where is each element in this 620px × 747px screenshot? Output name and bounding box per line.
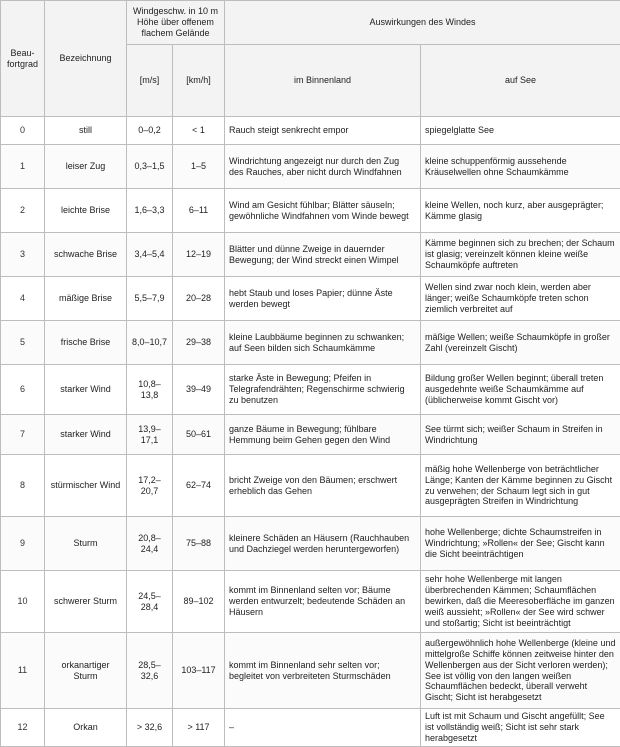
- table-row: [1, 455, 620, 517]
- cell-grade: 2: [1, 189, 45, 233]
- cell-sea: sehr hohe Wellenberge mit langen überbrechenden Kämmen; Schaumflächen bewirken, daß die Meeresoberfläche im ganzen weiß aussieht; »Rollen« der See wird schwer und stoßartig; Sicht ist beeinträchtigt: [421, 571, 620, 633]
- cell-grade: 8: [1, 455, 45, 517]
- cell-name: mäßige Brise: [45, 277, 127, 321]
- cell-name: leiser Zug: [45, 145, 127, 189]
- cell-inland: Windrichtung angezeigt nur durch den Zug des Rauches, aber nicht durch Windfahnen: [225, 145, 421, 189]
- cell-ms: > 32,6: [127, 709, 173, 747]
- header-unit-kmh: [km/h]: [173, 45, 225, 117]
- cell-sea: außergewöhnlich hohe Wellenberge (kleine und mittelgroße Schiffe können zeitweise hinter den Wellenbergen aus der Sicht verloren werden); See ist völlig von den langen weißen Schaumflächen bedeckt, überall verweht Gischt; Sicht ist herabgesetzt: [421, 633, 620, 709]
- cell-grade: 1: [1, 145, 45, 189]
- cell-name: schwache Brise: [45, 233, 127, 277]
- cell-ms: 3,4–5,4: [127, 233, 173, 277]
- cell-kmh: 89–102: [173, 571, 225, 633]
- cell-grade: 0: [1, 117, 45, 145]
- cell-kmh: 39–49: [173, 365, 225, 415]
- cell-inland: kleinere Schäden an Häusern (Rauchhauben und Dachziegel werden heruntergeworfen): [225, 517, 421, 571]
- table-row: [1, 233, 620, 277]
- cell-inland: Wind am Gesicht fühlbar; Blätter säuseln; gewöhnliche Windfahnen vom Winde bewegt: [225, 189, 421, 233]
- cell-ms: 24,5–28,4: [127, 571, 173, 633]
- header-wind-speed: Windgeschw. in 10 m Höhe über offenem flachem Gelände: [127, 1, 225, 45]
- cell-sea: Kämme beginnen sich zu brechen; der Schaum ist glasig; vereinzelt können kleine weiße Schaumköpfe auftreten: [421, 233, 620, 277]
- header-sea: auf See: [421, 45, 620, 117]
- cell-grade: 6: [1, 365, 45, 415]
- table-row: [1, 633, 620, 709]
- header-name: Bezeichnung: [45, 1, 127, 117]
- cell-kmh: > 117: [173, 709, 225, 747]
- cell-ms: 1,6–3,3: [127, 189, 173, 233]
- cell-ms: 0–0,2: [127, 117, 173, 145]
- table-row: [1, 709, 620, 747]
- cell-name: schwerer Sturm: [45, 571, 127, 633]
- cell-kmh: 20–28: [173, 277, 225, 321]
- cell-sea: Luft ist mit Schaum und Gischt angefüllt; See ist vollständig weiß; Sicht ist sehr stark herabgesetzt: [421, 709, 620, 747]
- table-row: [1, 145, 620, 189]
- cell-ms: 5,5–7,9: [127, 277, 173, 321]
- cell-kmh: 103–117: [173, 633, 225, 709]
- cell-grade: 9: [1, 517, 45, 571]
- cell-inland: Blätter und dünne Zweige in dauernder Bewegung; der Wind streckt einen Wimpel: [225, 233, 421, 277]
- cell-sea: hohe Wellenberge; dichte Schaumstreifen in Windrichtung; »Rollen« der See; Gischt kann die Sicht beeinträchtigen: [421, 517, 620, 571]
- cell-inland: Rauch steigt senkrecht empor: [225, 117, 421, 145]
- cell-inland: bricht Zweige von den Bäumen; erschwert erheblich das Gehen: [225, 455, 421, 517]
- cell-ms: 17,2–20,7: [127, 455, 173, 517]
- cell-sea: kleine Wellen, noch kurz, aber ausgeprägter; Kämme glasig: [421, 189, 620, 233]
- cell-name: Orkan: [45, 709, 127, 747]
- cell-grade: 3: [1, 233, 45, 277]
- cell-inland: kommt im Binnenland selten vor; Bäume werden entwurzelt; bedeutende Schäden an Häusern: [225, 571, 421, 633]
- cell-ms: 8,0–10,7: [127, 321, 173, 365]
- cell-sea: kleine schuppenförmig aussehende Kräuselwellen ohne Schaumkämme: [421, 145, 620, 189]
- cell-kmh: 62–74: [173, 455, 225, 517]
- header-beaufort-grade: Beau-fortgrad: [1, 1, 45, 117]
- header-unit-ms: [m/s]: [127, 45, 173, 117]
- cell-name: orkanartiger Sturm: [45, 633, 127, 709]
- cell-sea: mäßige Wellen; weiße Schaumköpfe in großer Zahl (vereinzelt Gischt): [421, 321, 620, 365]
- cell-kmh: 75–88: [173, 517, 225, 571]
- cell-ms: 20,8–24,4: [127, 517, 173, 571]
- cell-name: stürmischer Wind: [45, 455, 127, 517]
- cell-grade: 11: [1, 633, 45, 709]
- cell-kmh: 29–38: [173, 321, 225, 365]
- cell-grade: 10: [1, 571, 45, 633]
- cell-grade: 7: [1, 415, 45, 455]
- cell-sea: spiegelglatte See: [421, 117, 620, 145]
- table-row: [1, 517, 620, 571]
- cell-inland: kommt im Binnenland sehr selten vor; begleitet von verbreiteten Sturmschäden: [225, 633, 421, 709]
- cell-sea: See türmt sich; weißer Schaum in Streifen in Windrichtung: [421, 415, 620, 455]
- cell-kmh: < 1: [173, 117, 225, 145]
- table-row: [1, 571, 620, 633]
- header-effects: Auswirkungen des Windes: [225, 1, 620, 45]
- cell-grade: 5: [1, 321, 45, 365]
- cell-inland: starke Äste in Bewegung; Pfeifen in Telegrafendrähten; Regenschirme schwierig zu benutzen: [225, 365, 421, 415]
- cell-kmh: 12–19: [173, 233, 225, 277]
- cell-ms: 0,3–1,5: [127, 145, 173, 189]
- cell-kmh: 1–5: [173, 145, 225, 189]
- cell-grade: 12: [1, 709, 45, 747]
- cell-name: leichte Brise: [45, 189, 127, 233]
- cell-sea: Wellen sind zwar noch klein, werden aber länger; weiße Schaumköpfe treten schon ziemlich verbreitet auf: [421, 277, 620, 321]
- table-row: [1, 117, 620, 145]
- cell-name: still: [45, 117, 127, 145]
- cell-ms: 28,5–32,6: [127, 633, 173, 709]
- cell-inland: –: [225, 709, 421, 747]
- cell-name: frische Brise: [45, 321, 127, 365]
- header-inland: im Binnenland: [225, 45, 421, 117]
- table-row: [1, 321, 620, 365]
- cell-name: Sturm: [45, 517, 127, 571]
- table-row: [1, 189, 620, 233]
- cell-inland: kleine Laubbäume beginnen zu schwanken; auf Seen bilden sich Schaumkämme: [225, 321, 421, 365]
- cell-sea: Bildung großer Wellen beginnt; überall treten ausgedehnte weiße Schaumkämme auf (üblicherweise kommt Gischt vor): [421, 365, 620, 415]
- cell-kmh: 50–61: [173, 415, 225, 455]
- cell-sea: mäßig hohe Wellenberge von beträchtlicher Länge; Kanten der Kämme beginnen zu Gischt zu verwehen; der Schaum legt sich in gut ausgeprägten Streifen in Windrichtung: [421, 455, 620, 517]
- cell-ms: 10,8–13,8: [127, 365, 173, 415]
- cell-name: starker Wind: [45, 415, 127, 455]
- table-row: [1, 415, 620, 455]
- cell-inland: hebt Staub und loses Papier; dünne Äste werden bewegt: [225, 277, 421, 321]
- cell-inland: ganze Bäume in Bewegung; fühlbare Hemmung beim Gehen gegen den Wind: [225, 415, 421, 455]
- cell-grade: 4: [1, 277, 45, 321]
- cell-kmh: 6–11: [173, 189, 225, 233]
- table-row: [1, 365, 620, 415]
- cell-name: starker Wind: [45, 365, 127, 415]
- table-row: [1, 277, 620, 321]
- cell-ms: 13,9–17,1: [127, 415, 173, 455]
